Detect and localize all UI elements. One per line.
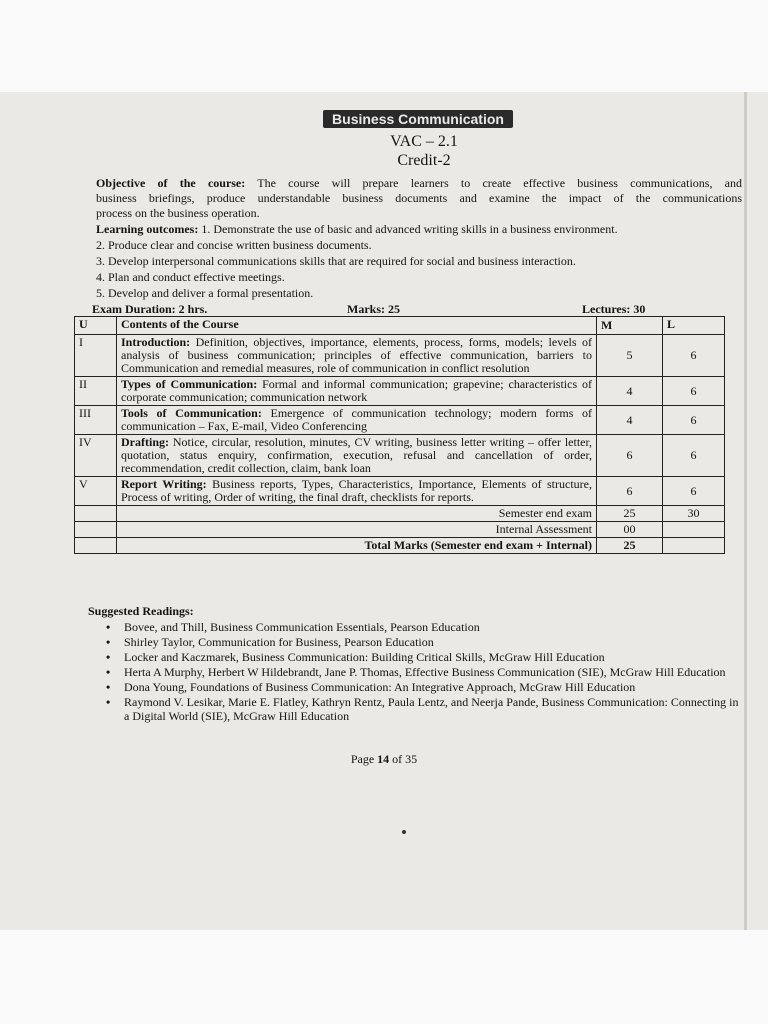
marks-cell: 4 [597,377,663,406]
unit-cell: III [75,406,117,435]
unit-cell: V [75,477,117,506]
topic-text: Formal and informal communication; grapevine; characteristics of corporate communication; communication network [121,377,593,404]
empty-cell [75,522,117,538]
table-row [75,477,725,506]
contents-cell [117,377,597,406]
summary-row [75,522,725,538]
page-current: 14 [377,752,390,766]
outcomes-label: Learning outcomes: [96,222,199,236]
topic-label: Report Writing: [121,477,207,491]
header-contents: Contents of the Course [117,317,597,335]
topic-label: Drafting: [121,435,169,449]
page-edge [744,92,747,930]
list-item: • Dona Young, Foundations of Business Communication: An Integrative Approach, McGraw Hill Education [106,680,746,694]
lectures-cell: 6 [663,435,725,477]
exam-marks: Marks: 25 [347,302,400,316]
summary-label: Semester end exam [117,506,597,522]
table-row [75,406,725,435]
objective-text-1: The course will prepare learners to create effective business communications, and [257,176,742,190]
topic-text: Business reports, Types, Characteristics, Importance, Elements of structure, Process of writing, Order of writing, the final draft, checklists for reports. [121,477,592,504]
outcome-2: 2. Produce clear and concise written business documents. [96,238,372,252]
course-contents-table [74,316,725,554]
topic-label: Types of Communication: [121,377,258,391]
list-item: • Raymond V. Lesikar, Marie E. Flatley, Kathryn Rentz, Paula Lentz, and Neerja Pande, Business Communication: Connecting in a Digital World (SIE), McGraw Hill Education [106,695,746,723]
header-lectures: L [663,317,725,335]
table-row [75,435,725,477]
course-code: VAC – 2.1 [390,133,458,150]
lectures-cell: 6 [663,477,725,506]
empty-cell [75,506,117,522]
page-total: of 35 [392,752,418,766]
outcome-1 [96,222,742,236]
topic-text: Definition, objectives, importance, elements, process, forms, models; levels of analysis of business communication; principles of effective communication, barriers to Communication and remedial measures, role of communication in conflict resolution [121,335,592,375]
empty-cell [75,538,117,554]
contents-cell [117,435,597,477]
objective-line-2: business briefings, produce understandable business documents and examine the impact of the communications [96,191,742,205]
lectures-cell: 6 [663,406,725,435]
marks-cell: 5 [597,335,663,377]
readings-title: Suggested Readings: [88,604,194,618]
unit-cell: IV [75,435,117,477]
course-credit: Credit-2 [397,152,451,169]
summary-label: Internal Assessment [117,522,597,538]
page-number [0,752,768,767]
contents-cell [117,477,597,506]
marks-cell: 6 [597,477,663,506]
list-item: • Bovee, and Thill, Business Communication Essentials, Pearson Education [106,620,746,634]
table-header-row [75,317,725,335]
outcome-text-1: 1. Demonstrate the use of basic and advanced writing skills in a business environment. [201,222,618,236]
lectures-cell: 6 [663,335,725,377]
header-unit: U [75,317,117,335]
topic-text: Notice, circular, resolution, minutes, CV writing, business letter writing – offer letter, quotation, status enquiry, confirmation, execution, refusal and cancellation of order, recommendation, credit collection, claim, bank loan [121,435,592,475]
summary-lectures: 30 [663,506,725,522]
objective-label: Objective of the course: [96,176,246,190]
marks-cell: 4 [597,406,663,435]
outcome-3: 3. Develop interpersonal communications skills that are required for social and business interaction. [96,254,576,268]
list-item: • Locker and Kaczmarek, Business Communication: Building Critical Skills, McGraw Hill Education [106,650,746,664]
list-item: • Herta A Murphy, Herbert W Hildebrandt, Jane P. Thomas, Effective Business Communication (SIE), McGraw Hill Education [106,665,746,679]
scan-speck [402,830,406,834]
objective-line-3: process on the business operation. [96,206,260,220]
topic-text: Emergence of communication technology; modern forms of communication – Fax, E-mail, Video Conferencing [121,406,592,433]
objective-line-1 [96,176,742,190]
contents-cell [117,406,597,435]
summary-marks: 25 [597,538,663,554]
outcome-4: 4. Plan and conduct effective meetings. [96,270,285,284]
summary-marks: 00 [597,522,663,538]
table-row [75,335,725,377]
contents-cell [117,335,597,377]
unit-cell: II [75,377,117,406]
summary-lectures [663,538,725,554]
page-label: Page [350,752,375,766]
marks-cell: 6 [597,435,663,477]
list-item: • Shirley Taylor, Communication for Business, Pearson Education [106,635,746,649]
scan-background-bottom [0,930,768,1024]
lectures-cell: 6 [663,377,725,406]
summary-lectures [663,522,725,538]
topic-label: Tools of Communication: [121,406,262,420]
readings-list [106,620,746,724]
summary-marks: 25 [597,506,663,522]
unit-cell: I [75,335,117,377]
exam-duration: Exam Duration: 2 hrs. [92,302,208,316]
scan-background-top [0,0,768,92]
summary-row [75,538,725,554]
course-title: Business Communication [323,110,513,128]
exam-info-row [92,302,690,316]
header-marks: M [597,317,663,335]
outcome-5: 5. Develop and deliver a formal presentation. [96,286,314,300]
summary-row [75,506,725,522]
summary-label: Total Marks (Semester end exam + Internal) [117,538,597,554]
table-row [75,377,725,406]
topic-label: Introduction: [121,335,191,349]
lectures-count: Lectures: 30 [582,302,646,316]
